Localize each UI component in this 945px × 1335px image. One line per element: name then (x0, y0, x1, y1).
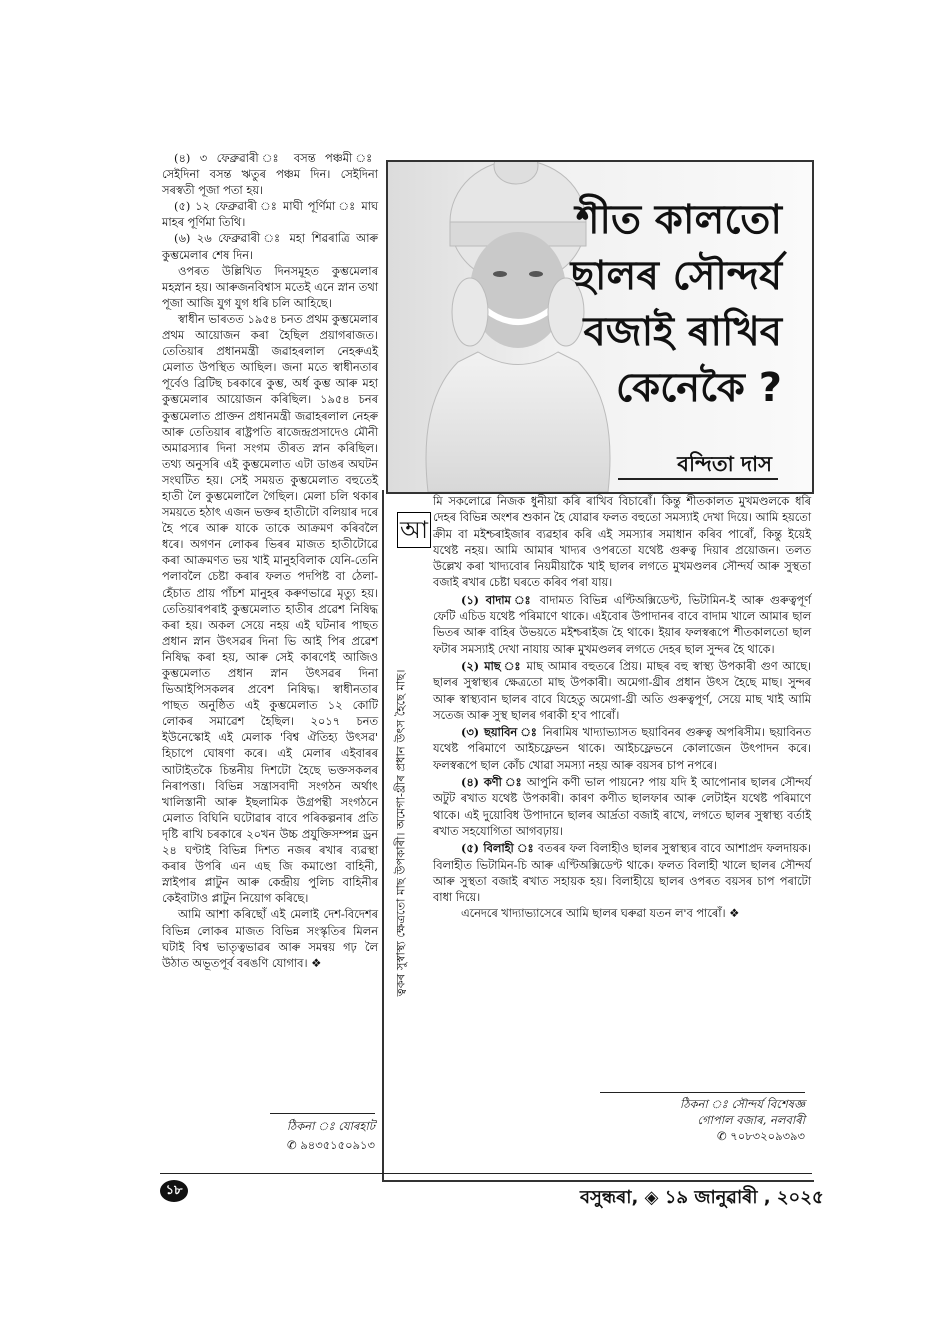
closing-paragraph: এনেদৰে খাদ্যাভ্যাসেৰে আমি ছালৰ ঘৰুৱা যতন ল'ব পাৰোঁ। ❖ (461, 907, 740, 921)
pull-quote-text: ত্বকৰ সুস্বাস্থ্য ক্ষেত্ৰতো মাছ উপকাৰী। অমেগা-থ্ৰীৰ প্ৰধান উৎস হৈছে মাছ। (393, 669, 408, 997)
paragraph: (৬) ২৬ ফেব্ৰুৱাৰী ঃ মহা শিৱৰাত্ৰি আৰু কুম্ভমেলাৰ শেষ দিন। (162, 231, 378, 262)
article-signature-phone: ✆ ৭০৮৩২০৯৩৯৩ (716, 1129, 805, 1143)
item-soybean (433, 724, 811, 774)
left-column (162, 150, 378, 971)
article-signature (560, 1096, 805, 1144)
title-line: কেনেকৈ ? (615, 365, 782, 411)
publication-footer: বসুন্ধৰা, ◈ ১৯ জানুৱাৰী , ২০২৫ (580, 1187, 824, 1208)
item-text: বাদামত বিভিন্ন এণ্টিঅক্সিডেণ্ট, ভিটামিন-ই আৰু গুৰুত্বপূৰ্ণ ফেটি এচিড যথেষ্ট পৰিমাণে থাকে। এইবোৰ উপাদানৰ বাবে বাদাম খালে আমাৰ ছাল ভিতৰ আৰু বাহিৰ উভয়তে মইশ্চৰাইজ হৈ থাকে। ইয়াৰ ফলস্বৰূপে শীতকালতো ছাল ফটাৰ সমস্যাই দেখা নাযায় আৰু মুখমণ্ডলৰ লগতে দেহৰ ছাল সুন্দৰ হৈ থাকে। (433, 593, 811, 656)
item-bادাম (433, 592, 811, 658)
paragraph: ওপৰত উল্লিখিত দিনসমূহত কুম্ভমেলাৰ মহস্নান হয়। আৰুজনবিশ্বাস মতেই এনে স্নান তথা পূজা আজি যুগ যুগ ধৰি চলি আহিছে। (162, 263, 378, 310)
item-egg (433, 774, 811, 840)
page-number: ১৮ (160, 1180, 188, 1202)
item-text: আপুনি কণী ভাল পায়নে? পায় যদি ই আপোনাৰ ছালৰ সৌন্দৰ্য অটুট ৰখাত যথেষ্ট উপকাৰী। কাৰণ কণীত ছালফাৰ আৰু লেটাইন যথেষ্ট পৰিমাণে থাকে। এই দুয়োবিধ উপাদানে ছালৰ আৰ্দ্ৰতা বজাই ৰাখে, লগতে ছালৰ সুস্বাস্থ্য বৰ্তাই ৰখাত সহযোগিতা আগবঢ়ায়। (433, 776, 812, 838)
article-title (522, 192, 782, 416)
footer-rule (160, 1173, 812, 1174)
article-text (433, 494, 811, 923)
item-heading: (৩) ছয়াবিন ঃ (461, 725, 538, 740)
paragraph: (৪) ৩ ফেব্ৰুৱাৰী ঃ বসন্ত পঞ্চমী ঃ সেইদিনা বসন্ত ঋতুৰ পঞ্চম দিন। সেইদিনা সৰস্বতী পূজা পতা হয়। (162, 151, 378, 198)
hero-panel (386, 160, 814, 494)
paragraph: আমি আশা কৰিছোঁ এই মেলাই দেশ-বিদেশৰ বিভিন্ন লোকৰ মাজত বিভিন্ন সংস্কৃতিৰ মিলন ঘটাই বিশ্ব ভাতৃত্বভাৱৰ আৰু সমন্বয় গঢ় লৈ উঠাত অভূতপূৰ্ব বৰঙণি যোগাব। ❖ (162, 907, 378, 970)
paragraph: (৫) ১২ ফেব্ৰুৱাৰী ঃ মাঘী পূৰ্ণিমা ঃ মাঘ মাহৰ পূৰ্ণিমা তিথি। (162, 199, 378, 230)
article-signature-line: গোপাল বজাৰ, নলবাৰী (697, 1113, 805, 1127)
item-text: বতৰৰ ফল বিলাহীও ছালৰ সুস্বাস্থ্যৰ বাবে আশাপ্ৰদ ফলদায়ক। বিলাহীত ভিটামিন-চি আৰু এণ্টিঅক্সিডেণ্ট থাকে। ফলত বিলাহী খালে ছালৰ সৌন্দৰ্য আৰু সুস্থতা বজাই ৰখাত সহায়ক হয়। বিলাহীয়ে ছালৰ ওপৰত বয়সৰ চাপ পৰাটো বাধা দিয়ে। (433, 842, 811, 905)
signature-rule (270, 1113, 375, 1114)
author-underline (618, 478, 778, 480)
item-text: মাছ আমাৰ বহুতৰে প্ৰিয়। মাছৰ বহু স্বাস্থ্য উপকাৰী গুণ আছে। ছালৰ সুস্বাস্থ্যৰ ক্ষেত্ৰতো মাছ উপকাৰী। অমেগা-থ্ৰীৰ প্ৰধান উৎস হৈছে মাছ। সুন্দৰ আৰু স্বাস্থ্যবান ছালৰ বাবে যিহেতু অমেগা-থ্ৰী অতি গুৰুত্বপূৰ্ণ, সেয়ে মাছ খাই আমি সতেজ আৰু সুস্থ ছালৰ গৰাকী হ'ব পাৰোঁ। (433, 659, 812, 722)
left-signature-phone: ✆ ৯৪৩৫১৫০৯১৩ (287, 1138, 375, 1152)
item-text: নিৰামিষ খাদ্যাভ্যাসত ছয়াবিনৰ গুৰুত্ব অপৰিসীম। ছয়াবিনত যথেষ্ট পৰিমাণে আইচফ্লেভন থাকে। আইচফ্লেভনে কোলাজেন উৎপাদন কৰে। ফলস্বৰূপে ছাল কোঁচ খোৱা সমস্যা নহয় আৰু বয়সৰ চাপ নপৰে। (433, 726, 811, 772)
intro-paragraph: মি সকলোৱে নিজক ধুনীয়া কৰি ৰাখিব বিচাৰোঁ। কিন্তু শীতকালত মুখমণ্ডলকে ধৰি দেহৰ বিভিন্ন অংশৰ শুকান হৈ যোৱাৰ ফলত বহুতো সমস্যাই দেখা দিয়ে। আমি হয়তো ক্ৰীম বা মইশ্চৰাইজাৰ ব্যৱহাৰ কৰি এই সমস্যাৰ সমাধান কৰিব পাৰোঁ, কিন্তু ইয়েই যথেষ্ট নহয়। আমি আমাৰ খাদ্যৰ ওপৰতো যথেষ্ট গুৰুত্ব দিয়াৰ প্ৰয়োজন। তলত উল্লেখ কৰা খাদ্যবোৰ নিয়মীয়াকৈ খাই ছালৰ লগতে মুখমণ্ডলৰ সৌন্দৰ্য আৰু সুস্থতা বজাই ৰখাৰ চেষ্টা ঘৰতে কৰিব পৰা যায়। (433, 495, 811, 590)
title-line: বজাই ৰাখিব (583, 309, 782, 355)
title-line: ছালৰ সৌন্দৰ্য (570, 253, 782, 299)
item-heading: (১) বাদাম ঃ (461, 592, 534, 607)
left-signature (200, 1118, 375, 1156)
item-tomato (433, 840, 811, 906)
author-name: বন্দিতা দাস (677, 452, 772, 476)
item-heading: (২) মাছ ঃ (461, 658, 522, 673)
item-heading: (৫) বিলাহী ঃ (461, 841, 534, 856)
item-fish (433, 658, 811, 724)
article-signature-rule (600, 1092, 805, 1093)
paragraph: স্বাধীন ভাৰতত ১৯৫৪ চনত প্ৰথম কুম্ভমেলাৰ প্ৰথম আয়োজন কৰা হৈছিল প্ৰয়াগৰাজত। তেতিয়াৰ প্ৰধানমন্ত্ৰী জৱাহৰলাল নেহৰুএই মেলাত উপস্থিত আছিল। জনা মতে স্বাধীনতাৰ পূৰ্বেও ব্ৰিটিছ চৰকাৰে কুম্ভ, অৰ্ধ কুম্ভ আৰু মহা কুম্ভমেলাৰ আয়োজন কৰিছিল। ১৯৫৪ চনৰ কুম্ভমেলাত প্ৰাক্তন প্ৰধানমন্ত্ৰী জৱাহৰলাল নেহৰু আৰু তেতিয়াৰ ৰাষ্ট্ৰপতি ৰাজেন্দ্ৰপ্ৰসাদেও মৌনী অমাৱস্যাৰ দিনা সংগম তীৰত স্নান কৰিছিল। তথ্য অনুসৰি এই কুম্ভমেলাত এটা ডাঙৰ অঘটন সংঘটিত হয়। সেই সময়ত কুম্ভমেলাত বহুতেই হাতী লৈ কুম্ভমেলালৈ গৈছিল। মেলা চলি থকাৰ সময়তে হঠাৎ এজন ভক্তৰ হাতীটো বলিয়াৰ দৰে হৈ পৰে আৰু যাকে তাকে আক্ৰমণ কৰিবলৈ ধৰে। অগণন লোকৰ ভিৰৰ মাজত হাতীটোৱে কৰা আক্ৰমণত ভয় খাই মানুহবিলাক যেনি-তেনি পলাবলৈ চেষ্টা কৰাৰ ফলত পদপিষ্ট বা ঠেলা-হেঁচাত প্ৰায় পাঁচশ মানুহৰ কৰুণভাৱে মৃত্যু হয়। তেতিয়াৰপৰাই কুম্ভমেলাত হাতীৰ প্ৰৱেশ নিষিদ্ধ কৰা হয়। অকল সেয়ে নহয় এই ঘটনাৰ পাছত প্ৰধান স্নান উৎসৱৰ দিনা ভি আই পিৰ প্ৰৱেশ নিষিদ্ধ কৰা হয়, আৰু সেই কাৰণেই আজিও কুম্ভমেলাত প্ৰধান স্নান উৎসৱৰ দিনা ভিআইপিসকলৰ প্ৰবেশ নিষিদ্ধ। স্বাধীনতাৰ পাছত অনুষ্ঠিত এই কুম্ভমেলাত ১২ কোটি লোকৰ সমাৱেশ হৈছিল। ২০১৭ চনত ইউনেস্কোই এই মেলাক 'বিশ্ব ঐতিহ্য উৎসৱ' হিচাপে ঘোষণা কৰে। এই মেলাৰ এইবাৰৰ আটাইতকৈ চিন্তনীয় দিশটো হৈছে ভক্তসকলৰ নিৰাপত্তা। বিভিন্ন সন্ত্ৰাসবাদী সংগঠন অৰ্থাৎ খালিস্তানী আৰু ইছলামিক উগ্ৰপন্থী সংগঠনে মেলাত বিঘিনি ঘটোৱাৰ বাবে পৰিকল্পনাৰ প্ৰতি দৃষ্টি ৰাখি চৰকাৰে ২০খন উচ্চ প্ৰযুক্তিসম্পন্ন ড্ৰন ২৪ ঘণ্টাই বিভিন্ন দিশত নজৰ ৰখাৰ ব্যৱস্থা কৰাৰ উপৰি এন এছ জি কমাণ্ডো বাহিনী, স্নাইপাৰ প্লাটুন আৰু কেন্দ্ৰীয় পুলিচ বাহিনীৰ কেইবাটাও প্লাটুন নিয়োগ কৰিছে। (162, 311, 378, 906)
item-heading: (৪) কণী ঃ (461, 775, 523, 790)
drop-cap: আ (397, 512, 431, 548)
side-pull-quote (388, 498, 418, 1168)
left-signature-address: ঠিকনা ঃ যোৰহাট (286, 1119, 375, 1133)
title-line: শীত কালতো (575, 197, 782, 243)
article-signature-line: ঠিকনা ঃ সৌন্দৰ্য বিশেষজ্ঞ (680, 1097, 805, 1111)
